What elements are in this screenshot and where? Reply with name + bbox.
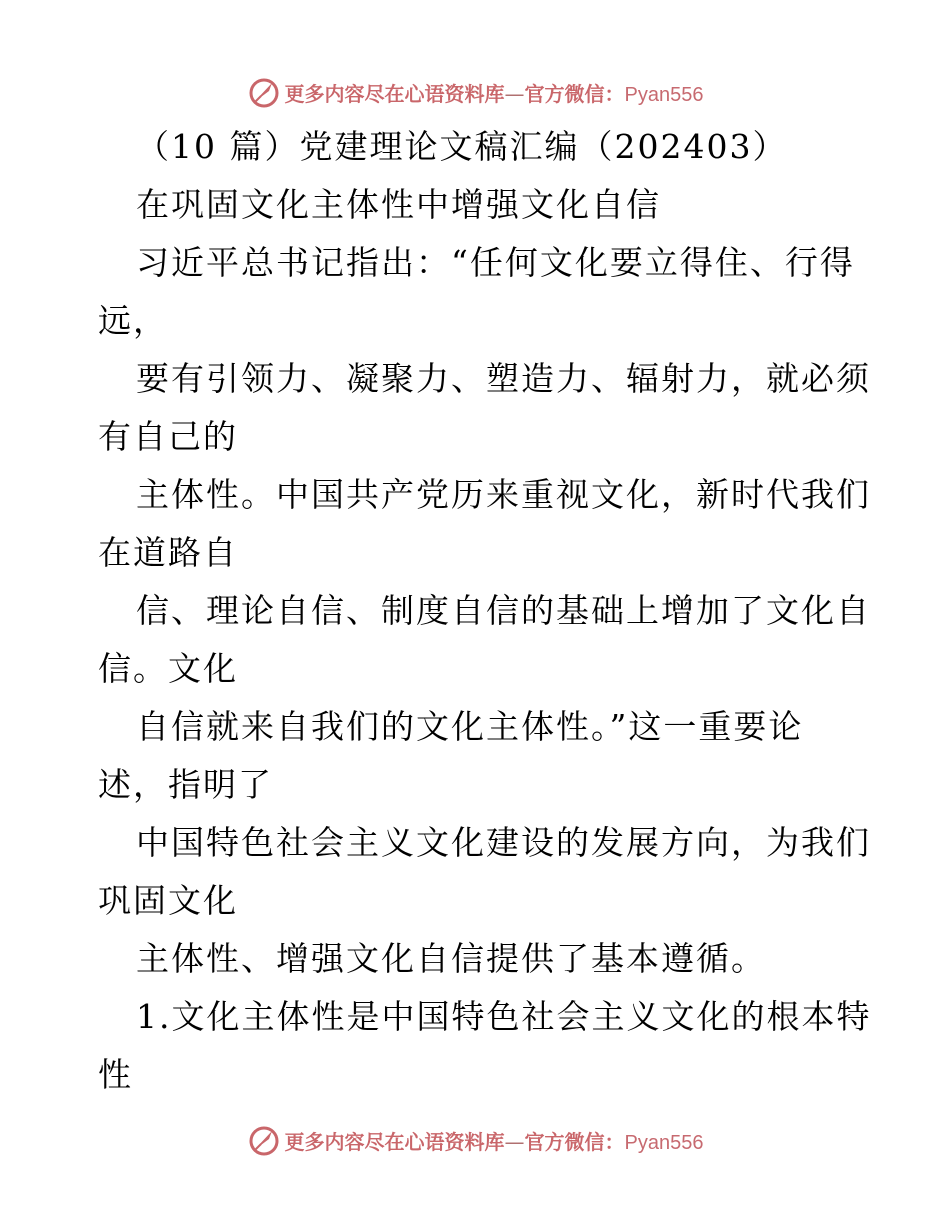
banner-main-text: 更多内容尽在心语资料库 xyxy=(284,1129,505,1154)
paragraph-line: 信、理论自信、制度自信的基础上增加了文化自 xyxy=(136,591,871,630)
banner-separator: — xyxy=(504,1129,525,1154)
feather-logo-icon xyxy=(247,75,281,109)
document-body xyxy=(98,118,872,1104)
banner-wechat-label: 官方微信： xyxy=(524,81,625,106)
paragraph-line: 习近平总书记指出：“任何文化要立得住、行得 xyxy=(136,243,855,282)
banner-wechat-id: Pyan556 xyxy=(624,83,704,106)
feather-logo-icon xyxy=(247,1123,281,1157)
paragraph-line: 巩固文化 xyxy=(98,881,238,920)
paragraph-line: 远， xyxy=(98,301,168,340)
section-heading: 1.文化主体性是中国特色社会主义文化的根本特 xyxy=(136,997,872,1036)
paragraph-line: 主体性。中国共产党历来重视文化，新时代我们 xyxy=(136,475,871,514)
paragraph-line: 中国特色社会主义文化建设的发展方向，为我们 xyxy=(136,823,871,862)
banner-wechat-id: Pyan556 xyxy=(624,1131,704,1154)
document-title: （10 篇）党建理论文稿汇编（202403） xyxy=(136,127,788,166)
header-banner xyxy=(0,72,950,112)
banner-separator: — xyxy=(504,81,525,106)
paragraph-line: 述，指明了 xyxy=(98,765,273,804)
footer-banner xyxy=(0,1120,950,1160)
paragraph-line: 自信就来自我们的文化主体性。”这一重要论 xyxy=(136,707,804,746)
paragraph-line: 主体性、增强文化自信提供了基本遵循。 xyxy=(136,939,766,978)
paragraph-line: 在道路自 xyxy=(98,533,238,572)
section-heading-continued: 性 xyxy=(98,1055,133,1094)
banner-main-text: 更多内容尽在心语资料库 xyxy=(284,81,505,106)
article-heading: 在巩固文化主体性中增强文化自信 xyxy=(136,185,661,224)
paragraph-line: 有自己的 xyxy=(98,417,238,456)
paragraph-line: 要有引领力、凝聚力、塑造力、辐射力，就必须 xyxy=(136,359,871,398)
paragraph-line: 信。文化 xyxy=(98,649,238,688)
banner-wechat-label: 官方微信： xyxy=(524,1129,625,1154)
